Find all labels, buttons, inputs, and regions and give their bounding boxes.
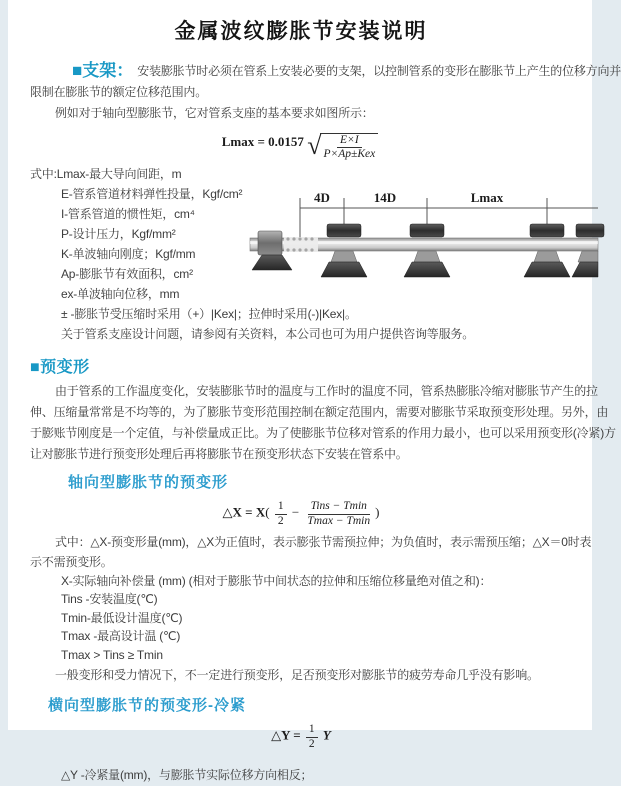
temp-denominator: Tmax − Tmin	[307, 514, 371, 527]
document-page	[8, 0, 621, 782]
lateral-half-numerator: 1	[306, 723, 318, 737]
preform-line: 伸、压缩量常常是不均等的，为了膨胀节变形范围控制在额定范围内，需要对膨胀节采取预变形处理。另外，由	[30, 405, 609, 420]
def-line: I-管系管道的惯性矩，cm⁴	[61, 207, 195, 222]
preform-paragraph	[30, 381, 616, 465]
axial-preform-formula	[30, 500, 572, 527]
lateral-half-denominator: 2	[308, 737, 315, 750]
page-title: 金属波纹膨胀节安装说明	[174, 20, 428, 43]
dim-label-14d: 14D	[373, 190, 397, 205]
support-text-line2: 限制在膨胀节的额定位移范围内。	[30, 85, 208, 99]
lateral-preform-heading: 横向型膨胀节的预变形-冷紧	[48, 697, 246, 715]
def-line: E-管系管道材料弹性投量，Kgf/cm²	[61, 187, 243, 202]
support-text-line3: 例如对于轴向型膨胀节，它对管系支座的基本要求如图所示：	[55, 106, 374, 120]
minus-sign: −	[291, 505, 300, 521]
lateral-formula-lhs: △Y =	[271, 728, 301, 744]
axial-item: Tmax > Tins ≥ Tmin	[61, 647, 163, 662]
lmax-formula-denominator: P×Ap±Kex	[323, 148, 376, 161]
axial-preform-heading: 轴向型膨胀节的预变形	[68, 474, 229, 492]
support-text-line1: 安装膨胀节时必须在管系上安装必要的支架，以控制管系的变形在膨胀节上产生的位移方向并	[137, 64, 621, 78]
def-line: P-设计压力，Kgf/mm²	[61, 227, 176, 242]
section-heading-support: ■支架：	[72, 61, 134, 80]
axial-item: X-实际轴向补偿量 (mm) (相对于膨胀节中间状态的拉伸和压缩位移量绝对值之和)：	[61, 573, 492, 588]
axial-formula-notes	[30, 532, 592, 572]
axial-note-line1: 式中：△X-预变形量(mm)，△X为正值时，表示膨张节需预拉伸；为负值时，表示需预压缩；△X＝0时表	[55, 534, 592, 549]
axial-definitions	[30, 572, 572, 665]
service-note: 关于管系支座设计问题，请参阅有关资料，本公司也可为用户提供咨询等服务。	[61, 327, 475, 342]
axial-note-line2: 示不需预变形。	[30, 554, 113, 569]
def-line: ex-单波轴向位移，mm	[61, 287, 180, 302]
axial-item: Tmax -最高设计温 (℃)	[61, 629, 181, 644]
lateral-note: △Y -冷紧量(mm)，与膨胀节实际位移方向相反；	[61, 767, 313, 782]
support-paragraph-line1	[30, 60, 621, 82]
preform-line: 由于管系的工作温度变化，安装膨胀节时的温度与工作时的温度不同，管系热膨胀冷缩对膨胀节产生的拉	[55, 384, 598, 399]
section-heading-preform: ■预变形	[30, 359, 90, 377]
left-paren: (	[265, 505, 270, 521]
support-section	[30, 60, 621, 124]
bellows-icon	[284, 237, 318, 252]
half-numerator: 1	[275, 500, 287, 514]
axial-item: Tmin-最低设计温度(℃)	[61, 610, 183, 625]
half-denominator: 2	[277, 514, 284, 527]
lmax-formula-lhs: Lmax = 0.0157	[221, 134, 304, 150]
def-line: 式中:Lmax-最大导向间距，m	[30, 167, 182, 182]
lmax-formula-fraction	[320, 133, 378, 161]
radical-sign-icon: √	[307, 131, 322, 161]
dim-label-lmax: Lmax	[470, 190, 504, 205]
dim-label-4d: 4D	[314, 190, 330, 205]
def-line: K-单波轴向刚度；Kgf/mm	[61, 247, 196, 262]
lmax-formula-numerator: E×I	[337, 134, 362, 148]
temp-numerator: Tins − Tmin	[308, 500, 370, 514]
preform-line: 让对膨胀节进行预变形处理后再将膨胀节在预变形状态下安装在管系中。	[30, 447, 408, 462]
lateral-formula-rhs: Y	[322, 728, 331, 744]
axial-formula-lhs: △X = X	[222, 505, 266, 521]
temperature-fraction	[304, 500, 373, 527]
axial-item: Tins -安装温度(℃)	[61, 592, 158, 607]
half-fraction	[275, 500, 287, 527]
pipe-support-diagram	[250, 186, 598, 292]
def-line: Ap-膨胀节有效面积，cm²	[61, 267, 193, 282]
right-paren: )	[375, 505, 380, 521]
lmax-formula	[30, 128, 572, 161]
preform-line: 于膨账节刚度是一个定值，与补偿量成正比。为了使膨胀节位移对管系的作用力最小，也可以采用预变形(冷紧)方	[30, 426, 616, 441]
lateral-half-fraction	[306, 723, 318, 750]
plus-minus-note: ± -膨胀节受压缩时采用（+）|Kex|；拉伸时采用(-)|Kex|。	[61, 307, 357, 322]
axial-footnote: 一般变形和受力情况下，不一定进行预变形，足否预变形对膨胀节的疲劳寿命几乎没有影响。	[55, 668, 539, 683]
lateral-preform-formula	[30, 723, 572, 750]
